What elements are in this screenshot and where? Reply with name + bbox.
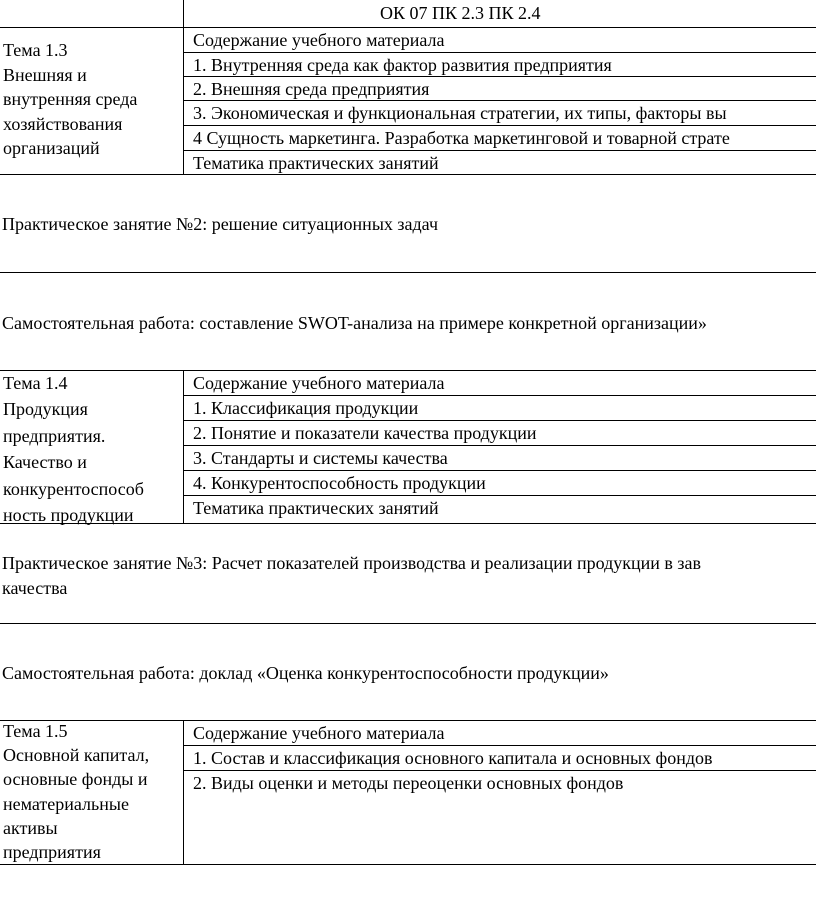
content-item: 1. Внутренняя среда как фактор развития предприятия — [193, 55, 612, 75]
content-item: 3. Стандарты и системы качества — [193, 448, 448, 468]
content-item: 1. Классификация продукции — [193, 398, 419, 418]
topic-line: Тема 1.4 — [3, 373, 68, 393]
content-item: 1. Состав и классификация основного капитала и основных фондов — [193, 748, 713, 768]
topic-line: Качество и — [3, 452, 87, 473]
header-divider — [183, 0, 184, 27]
content-item: 2. Виды оценки и методы переоценки основных фондов — [193, 773, 624, 793]
practice-lesson-continued: качества — [2, 578, 68, 598]
topic-line: Основной капитал, — [3, 745, 150, 766]
topic-title — [3, 38, 181, 161]
topic-line: ность продукции — [3, 505, 134, 526]
topic-line: конкурентоспособ — [3, 478, 144, 499]
practice-lesson: Практическое занятие №2: решение ситуационных задач — [2, 214, 438, 234]
topic-line: внутренняя среда — [3, 89, 138, 110]
content-item: 4. Конкурентоспособность продукции — [193, 473, 486, 493]
practice-lesson: Практическое занятие №3: Расчет показателей производства и реализации продукции в зав — [2, 553, 702, 573]
content-item: 2. Понятие и показатели качества продукции — [193, 423, 537, 443]
independent-work: Самостоятельная работа: доклад «Оценка конкурентоспособности продукции» — [2, 663, 609, 683]
competency-codes: ОК 07 ПК 2.3 ПК 2.4 — [380, 3, 541, 23]
topic-line: Внешняя и — [3, 64, 87, 85]
separator-line — [0, 623, 816, 624]
content-heading: Содержание учебного материала — [193, 373, 445, 393]
practice-topics-heading: Тематика практических занятий — [193, 498, 439, 518]
separator-line — [0, 272, 816, 273]
content-item: 4 Сущность маркетинга. Разработка маркетинговой и товарной страте — [193, 128, 730, 148]
content-heading: Содержание учебного материала — [193, 723, 445, 743]
column-divider — [183, 370, 184, 523]
topic-line: основные фонды и — [3, 769, 148, 790]
topic-line: нематериальные — [3, 793, 129, 814]
content-item: 2. Внешняя среда предприятия — [193, 79, 430, 99]
topic-line: Продукция — [3, 399, 88, 420]
topic-line: активы — [3, 817, 58, 838]
content-item: 3. Экономическая и функциональная стратегии, их типы, факторы вы — [193, 103, 727, 123]
topic-title — [3, 370, 181, 528]
topic-line: предприятия. — [3, 425, 106, 446]
topic-line: организаций — [3, 138, 100, 159]
topic-line: Тема 1.3 — [3, 40, 68, 60]
topic-title — [3, 719, 181, 864]
independent-work: Самостоятельная работа: составление SWOT-анализа на примере конкретной организации» — [2, 313, 707, 333]
content-heading: Содержание учебного материала — [193, 30, 445, 50]
topic-line: Тема 1.5 — [3, 721, 68, 741]
practice-topics-heading: Тематика практических занятий — [193, 153, 439, 173]
topic-line: хозяйствования — [3, 113, 123, 134]
column-divider — [183, 720, 184, 864]
topic-line: предприятия — [3, 842, 101, 863]
